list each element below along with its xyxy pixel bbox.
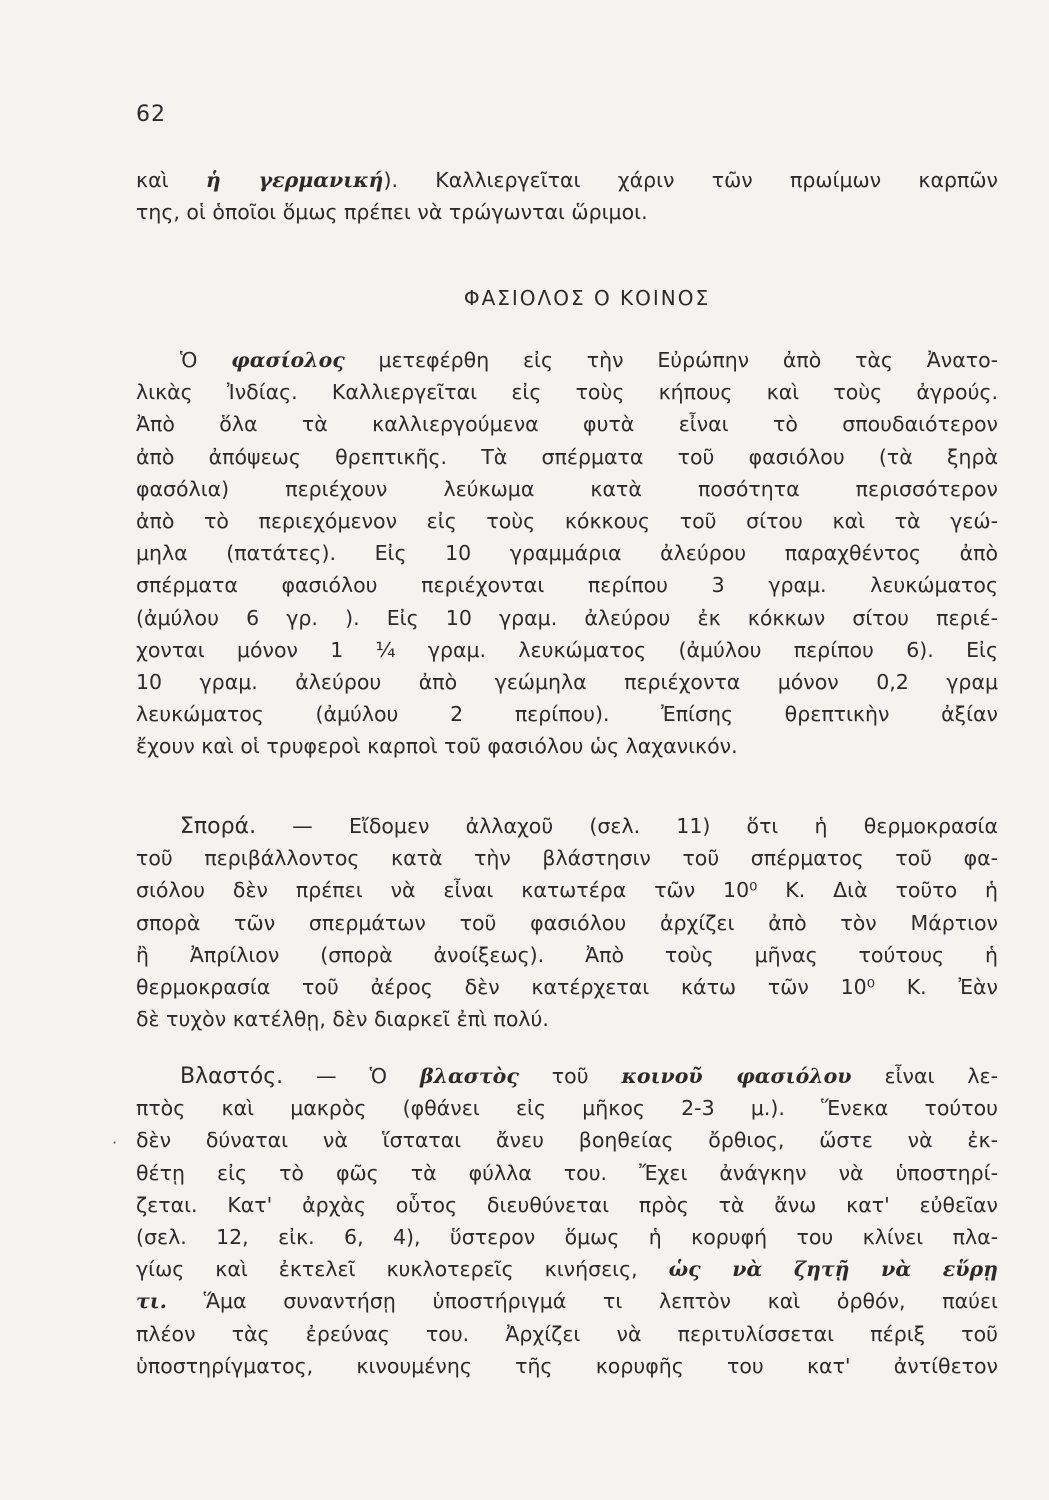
text-line: (σελ. 12, εἰκ. 6, 4), ὕστερον ὅμως ἡ κορυφή του κλίνει πλα-: [136, 1224, 998, 1249]
text-line: τι. Ἅμα συναντήσῃ ὑποστήριγμά τι λεπτὸν καὶ ὀρθόν, παύει: [136, 1289, 998, 1314]
text-line: Ἀπὸ ὅλα τὰ καλλιεργούμενα φυτὰ εἶναι τὸ σπουδαιότερον: [136, 412, 998, 437]
text-line: Σπορά. — Εἴδομεν ἀλλαχοῦ (σελ. 11) ὅτι ἡ θερμοκρασία: [180, 814, 998, 839]
text-line: μηλα (πατάτες). Εἰς 10 γραμμάρια ἀλεύρου παραχθέντος ἀπὸ: [136, 541, 998, 566]
text-line: γίως καὶ ἐκτελεῖ κυκλοτερεῖς κινήσεις, ὡς νὰ ζητῇ νὰ εὕρῃ: [136, 1257, 998, 1282]
text-line: ὑποστηρίγματος, κινουμένης τῆς κορυφῆς του κατ' ἀντίθετον: [136, 1353, 998, 1378]
margin-dot: ·: [112, 1133, 118, 1152]
text-line: ἀπὸ ἀπόψεως θρεπτικῆς. Τὰ σπέρματα τοῦ φασιόλου (τὰ ξηρὰ: [136, 444, 998, 469]
text-line: τοῦ περιβάλλοντος κατὰ τὴν βλάστησιν τοῦ σπέρματος τοῦ φα-: [136, 846, 998, 871]
text-line: 10 γραμ. ἀλεύρου ἀπὸ γεώμηλα περιέχοντα μόνον 0,2 γραμ: [136, 669, 998, 694]
paragraph-intro-phaseolus: [136, 344, 998, 762]
text-line: της, οἱ ὁποῖοι ὅμως πρέπει νὰ τρώγωνται ὥριμοι.: [136, 200, 648, 225]
text-line: δὲν δύναται νὰ ἵσταται ἄνευ βοηθείας ὄρθιος, ὥστε νὰ ἐκ-: [136, 1128, 998, 1153]
text-line: ἀπὸ τὸ περιεχόμενον εἰς τοὺς κόκκους τοῦ σίτου καὶ τὰ γεώ-: [136, 508, 998, 533]
text-line: σπορὰ τῶν σπερμάτων τοῦ φασιόλου ἀρχίζει ἀπὸ τὸν Μάρτιον: [136, 910, 998, 935]
section-heading: ΦΑΣΙΟΛΟΣ Ο ΚΟΙΝΟΣ: [463, 286, 711, 310]
text-line: Ὁ φασίολος μετεφέρθη εἰς τὴν Εὐρώπην ἀπὸ τὰς Ἀνατο-: [180, 348, 998, 372]
intro-paragraph: [136, 164, 998, 228]
text-line: θέτῃ εἰς τὸ φῶς τὰ φύλλα του. Ἔχει ἀνάγκην νὰ ὑποστηρί-: [136, 1160, 998, 1185]
text-line: ἔχουν καὶ οἱ τρυφεροὶ καρποὶ τοῦ φασιόλου ὡς λαχανικόν.: [136, 734, 738, 759]
text-line: Βλαστός. — Ὁ βλαστὸς τοῦ κοινοῦ φασιόλου εἶναι λε-: [180, 1064, 998, 1089]
text-line: πλέον τὰς ἐρεύνας του. Ἀρχίζει νὰ περιτυλίσσεται πέριξ τοῦ: [136, 1321, 998, 1346]
text-line: δὲ τυχὸν κατέλθῃ, δὲν διαρκεῖ ἐπὶ πολύ.: [136, 1007, 549, 1032]
paragraph-vlastos: [136, 1060, 998, 1382]
text-line: ἢ Ἀπρίλιον (σπορὰ ἀνοίξεως). Ἀπὸ τοὺς μῆνας τούτους ἡ: [136, 942, 998, 967]
text-line: ζεται. Κατ' ἀρχὰς οὗτος διευθύνεται πρὸς τὰ ἄνω κατ' εὐθεῖαν: [136, 1192, 998, 1217]
page-number: 62: [136, 102, 166, 127]
text-line: σπέρματα φασιόλου περιέχονται περίπου 3 γραμ. λευκώματος: [136, 573, 998, 598]
text-line: λικὰς Ἰνδίας. Καλλιεργεῖται εἰς τοὺς κήπους καὶ τοὺς ἀγρούς.: [136, 380, 998, 405]
subsection-title: Βλαστός.: [180, 1064, 284, 1089]
text-line: θερμοκρασία τοῦ ἀέρος δὲν κατέρχεται κάτω τῶν 10⁰ Κ. Ἐὰν: [136, 974, 998, 999]
text-line: (ἀμύλου 6 γρ. ). Εἰς 10 γραμ. ἀλεύρου ἐκ κόκκων σίτου περιέ-: [136, 605, 998, 630]
text-line: χονται μόνον 1 ¼ γραμ. λευκώματος (ἀμύλου περίπου 6). Εἰς: [136, 637, 998, 662]
text-line: πτὸς καὶ μακρὸς (φθάνει εἰς μῆκος 2-3 μ.). Ἕνεκα τούτου: [136, 1096, 998, 1121]
text-line: καὶ ἡ γερμανική). Καλλιεργεῖται χάριν τῶν πρωίμων καρπῶν: [136, 168, 998, 192]
text-line: φασόλια) περιέχουν λεύκωμα κατὰ ποσότητα περισσότερον: [136, 476, 998, 501]
text-line: σιόλου δὲν πρέπει νὰ εἶναι κατωτέρα τῶν 10⁰ Κ. Διὰ τοῦτο ἡ: [136, 878, 998, 903]
subsection-title: Σπορά.: [180, 814, 257, 839]
text-line: λευκώματος (ἀμύλου 2 περίπου). Ἐπίσης θρεπτικὴν ἀξίαν: [136, 702, 998, 727]
paragraph-spora: [136, 810, 998, 1035]
